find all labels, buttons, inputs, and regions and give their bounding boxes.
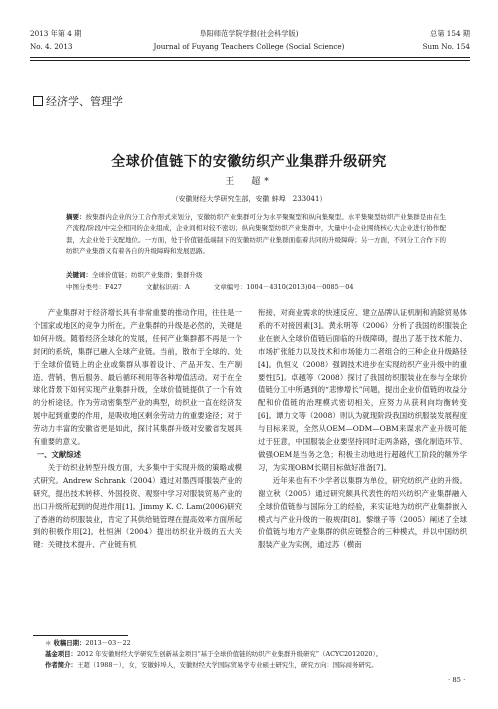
keywords-text: 全球价值链；纺织产业集群；集群升级 <box>92 271 203 279</box>
footnote-fund <box>45 649 465 659</box>
clc-number: 中图分类号：F427 <box>66 283 122 291</box>
author-affiliation: （安徽财经大学研究生部，安徽 蚌埠 233041） <box>171 195 327 203</box>
section-label: 经济学、管理学 <box>46 95 123 108</box>
received-label: 收稿日期： <box>53 639 86 647</box>
issue-label: 2013 年第 4 期 <box>30 29 82 38</box>
abstract <box>66 212 446 258</box>
abstract-label: 摘要： <box>66 213 86 221</box>
cluster-paragraph: 近年来也有不少学者以集群为单位，研究纺织产业的升级。谢立秋（2005）通过研究颇具代表性的绍兴纺织产业集群融入全球价值链参与国际分工的经验，来实证地为纺织产业集群嵌入模式与产业升级的一般规律[8]。黎继子等（2005）阐述了全球价值链与地方产业集群的供应链整合的三种模式，并以中国纺织服装产业为实例，通过苏（横南 <box>258 475 467 550</box>
footnote-received: ＊ 收稿日期：2013－03－22 <box>45 639 131 647</box>
header-rule <box>30 57 470 58</box>
sum-issue-label: 总第 154 期 <box>430 29 470 38</box>
classification-line <box>66 282 466 291</box>
fund-label: 基金项目： <box>45 650 77 658</box>
fund-text: 2012 年安徽财经大学研究生创新基金项目“基于全球价值链的纺织产业集群升级研究”（ACYC2012020）。 <box>76 650 382 658</box>
review-paragraph: 关于纺织业转型升级方面，大多集中于实现升级的策略或模式研究。Andrew Schrank（2004）通过对墨西哥服装产业的研究，提出技术转移、外国投资、观察中学习对服装贸易产业的出口升级所起到的促进作用[1]。Jimmy K. C. Lam(2006)研究了香港的纺织服装业，肯定了其供给链管理在提高效率方面所起到的积极作用[2]。杜恒洲（2004）提出纺织业升级的五大关键：关键技术提升、产业链有机 <box>33 462 242 550</box>
footnote-author <box>45 660 465 670</box>
literature-review-heading: 一、文献综述 <box>36 449 82 459</box>
journal-name: 阜阳师范学院学报(社会科学版) <box>199 29 299 38</box>
received-date: 2013－03－22 <box>85 639 131 647</box>
journal-name-en: Journal of Fuyang Teachers College (Social Science) <box>153 42 345 51</box>
keywords <box>66 270 446 279</box>
intro-paragraph: 产业集群对于经济增长具有非常重要的推动作用，往往是一个国家或地区的竞争力所在。产业集群的升级是必然的，关键是如何升级。随着经济全球化的发展，任何产业集群都不再是一个封闭的系统，集群已融入全球产业链。当前，散布于全球的、处于全球价值链上的企业或集群从事着设计、产品开发、生产制造、营销、售后服务、最后循环利用等各种增值活动。对于在全球化背景下如何实现产业集群升级，全球价值链提供了一个有效的分析途径。作为劳动密集型产业的典型，纺织业一直在经济发展中起到重要的作用，是吸收地区剩余劳动力的重要途径；对于劳动力丰富的安徽省更是如此，探讨其集群升级对安徽省发展具有重要的意义。 <box>33 308 242 447</box>
author-name: 王 超* <box>225 177 273 187</box>
body-column-left <box>33 307 242 552</box>
keywords-label: 关键词： <box>66 271 92 279</box>
issue-label-en: No. 4. 2013 <box>30 42 73 51</box>
body-column-right <box>258 307 467 552</box>
document-code: 文献标识码：A <box>146 283 190 291</box>
footnote-rule <box>33 635 128 636</box>
header-rule-thin <box>30 60 470 61</box>
section-box-icon <box>33 96 43 106</box>
sum-issue-label-en: Sum No. 154 <box>422 42 470 51</box>
continued-paragraph: 衔接、对商业需求的快速反应、建立品牌认证机制和消除贸易体系的不对接因素[3]。黄永明等（2006）分析了我国纺织服装企业在嵌入全球价值链后面临的升级障碍，提出了基于技术能力、市场扩张能力以及技术和市场能力二者组合的三种企业升级路径[4]。仇恒义（2008）强调技术进步在实现纺织产业升级中的重要性[5]。卓越等（2008）探讨了我国纺织服装业在参与全球价值链分工中所遇到的“悲惨增长”问题，提出企业价值链的收益分配和价值链的治理模式密切相关，应努力从获利向均衡转变[6]。谭力文等（2008）则认为就现阶段我国纺织服装发展程度与目标来说，全然从OEM—ODM—OBM来谋求产业升级可能过于狂意，中国服装企业要坚持同时走两条路，强化制造环节、做强OEM是当务之急；积极主动地进行超越代工阶段的额外学习，为实现OBM长期目标做好准备[7]。 <box>258 308 467 472</box>
author-bio-text: 王超（1988－），女，安徽蚌埠人，安徽财经大学国际贸易学专业硕士研究生，研究方向：国际商务研究。 <box>76 661 378 669</box>
abstract-text: 按集群内企业的分工合作形式来划分，安徽纺织产业集群可分为水平聚聚型和纵向集聚型。水平集聚型纺织产业集群是由在生产流程/阶段/中完全相同的企业组成，企业间相对较不密切；纵向集聚型纺织产业集群中，大量中小企业围绕核心大企业进行协作配套，大企业处于支配地位。一方面，处于价值链低端制下的安徽纺织产业集群面临着共同的升级障碍；另一方面，不同分工合作下的纺织产业集群又有着各自的升级障碍和发展思路。 <box>66 213 447 256</box>
section-heading <box>33 93 123 109</box>
page-number: · 85 · <box>448 676 466 684</box>
article-title: 全球价值链下的安徽纺织产业集群升级研究 <box>111 154 387 170</box>
author-bio-label: 作者简介： <box>45 661 77 669</box>
article-number: 文章编号：1004－4310(2013)04－0085－04 <box>213 283 354 291</box>
